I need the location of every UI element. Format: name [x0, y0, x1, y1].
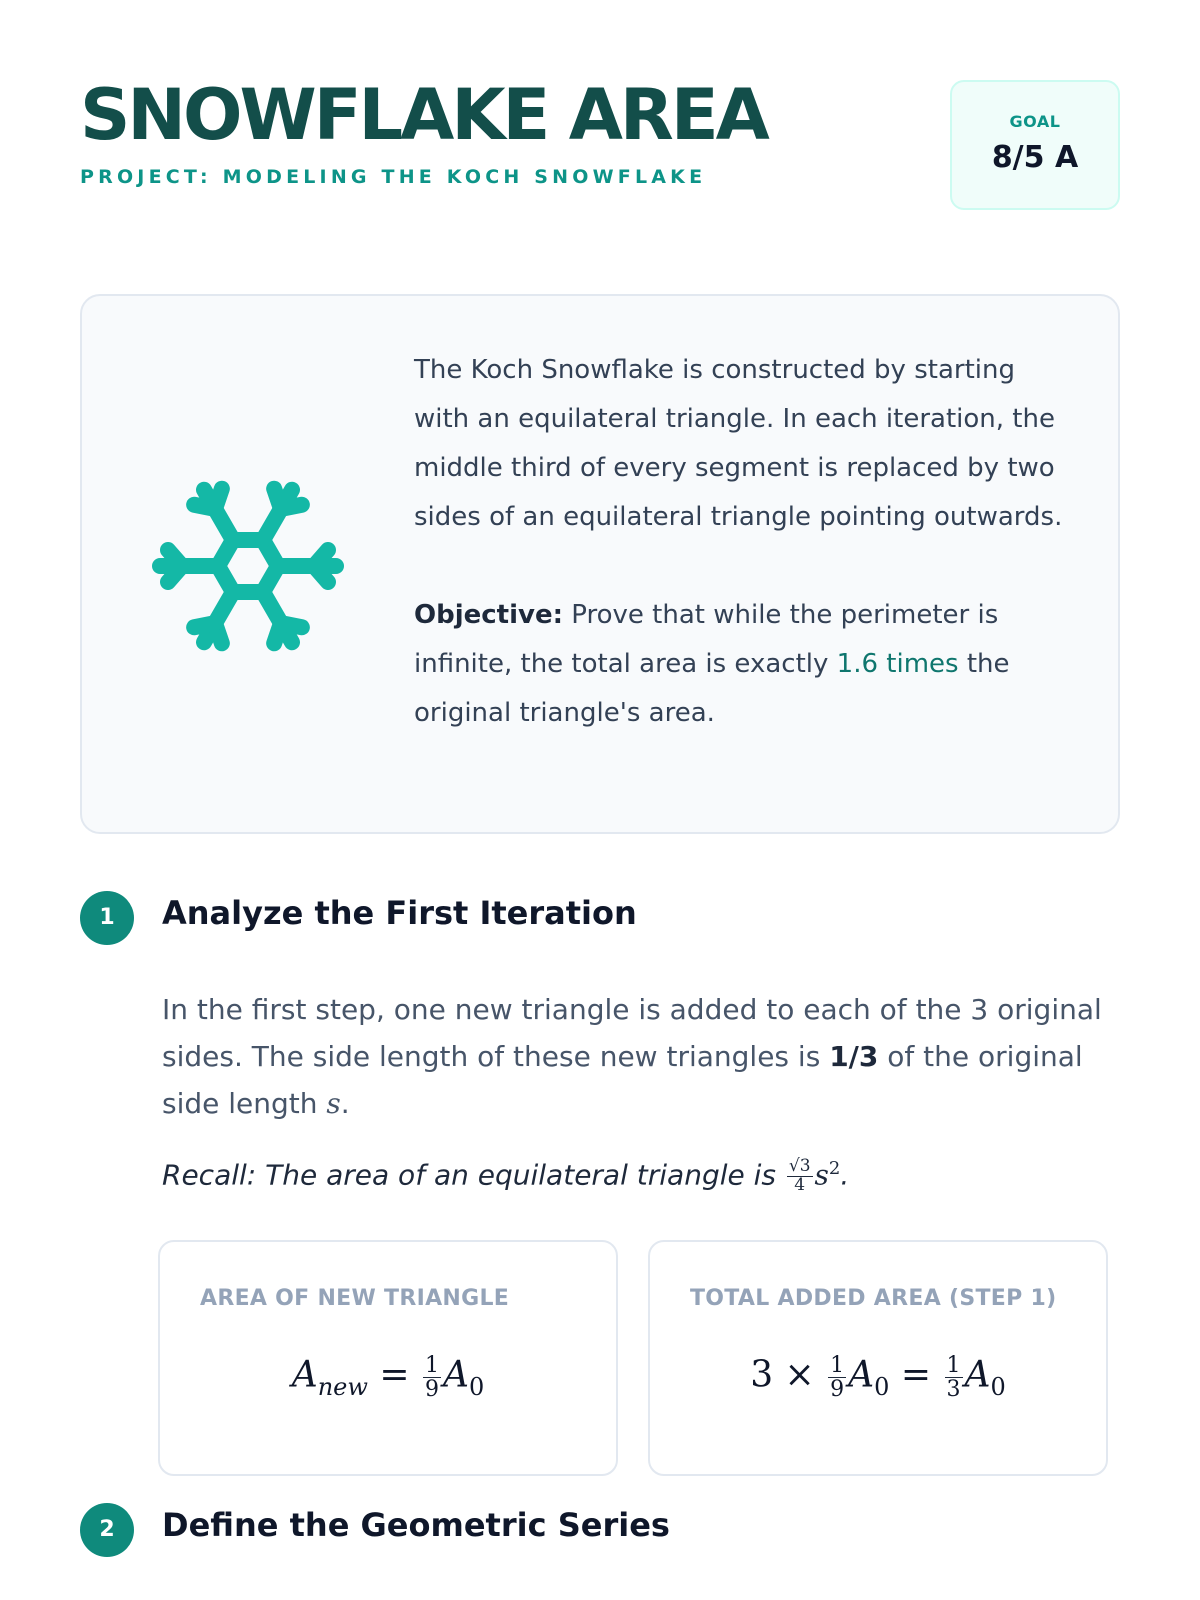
side-length-variable: s: [326, 1087, 341, 1120]
formula-card-label: TOTAL ADDED AREA (STEP 1): [690, 1286, 1057, 1311]
formula-total-added: [650, 1354, 1106, 1401]
header: [80, 74, 1120, 212]
fraction-denominator: 9: [425, 1377, 439, 1403]
formula-fraction: [945, 1354, 963, 1401]
objective-text-post: the original triangle's area.: [414, 649, 1010, 728]
step-2-badge: 2: [80, 1503, 134, 1557]
recall-fraction-denominator: 4: [794, 1174, 806, 1195]
formula-lead: 3 ×: [750, 1354, 815, 1396]
objective-label: Objective:: [414, 600, 563, 630]
page-title: SNOWFLAKE AREA: [80, 74, 767, 156]
objective-highlight: 1.6 times: [836, 649, 959, 679]
goal-label: GOAL: [1009, 112, 1061, 131]
page-subtitle: PROJECT: MODELING THE KOCH SNOWFLAKE: [80, 166, 707, 188]
formula-var: A: [443, 1354, 469, 1396]
recall-fraction: [787, 1158, 813, 1195]
step-1-text-bold: 1/3: [829, 1040, 879, 1073]
goal-value: 8/5 A: [991, 140, 1079, 175]
formula-card-total-added: [648, 1240, 1108, 1476]
fraction-denominator: 3: [946, 1377, 961, 1403]
recall-fraction-numerator: √3: [788, 1156, 811, 1176]
formula-sub: 0: [990, 1372, 1006, 1401]
step-1-text-part: In the first step, one new triangle is added to each of the 3 original sides. The side length of these new triangles is: [162, 993, 1102, 1073]
formula-sub: new: [317, 1372, 368, 1401]
fraction-numerator: 1: [425, 1353, 439, 1378]
step-1-badge: 1: [80, 891, 134, 945]
formula-sub: 0: [469, 1372, 485, 1401]
formula-var: A: [291, 1354, 318, 1396]
fraction-numerator: 1: [946, 1353, 961, 1378]
formula-var: A: [964, 1354, 991, 1396]
formula-fraction: [423, 1354, 441, 1401]
recall-end: .: [840, 1158, 850, 1192]
intro-paragraph: The Koch Snowflake is constructed by starting with an equilateral triangle. In each iteration, the middle third of every segment is replaced by two sides of an equilateral triangle pointing outwards.: [414, 355, 1063, 532]
goal-badge: [950, 80, 1120, 210]
intro-card: [80, 294, 1120, 834]
snowflake-icon: [148, 476, 348, 656]
recall-note: [162, 1158, 849, 1195]
recall-variable: s: [814, 1158, 829, 1192]
step-1-title: Analyze the First Iteration: [162, 894, 637, 932]
recall-exponent: 2: [828, 1158, 841, 1180]
formula-eq: =: [900, 1354, 932, 1396]
formula-card-new-triangle: [158, 1240, 618, 1476]
formula-sub: 0: [874, 1372, 890, 1401]
formula-eq: =: [379, 1354, 410, 1396]
step-2-title: Define the Geometric Series: [162, 1506, 670, 1544]
fraction-denominator: 9: [830, 1377, 845, 1403]
formula-new-triangle: [160, 1354, 616, 1401]
objective-paragraph: [414, 591, 1064, 738]
objective-text-pre: Prove that while the perimeter is infinite, the total area is exactly: [414, 600, 999, 679]
step-1-text-part: of the original side length: [162, 1040, 1083, 1120]
formula-fraction: [828, 1354, 846, 1401]
step-1-text: [162, 986, 1122, 1127]
formula-card-label: AREA OF NEW TRIANGLE: [200, 1286, 510, 1311]
intro-text: [414, 346, 1064, 738]
step-1-text-end: .: [340, 1087, 350, 1120]
recall-text: Recall: The area of an equilateral triangle is: [162, 1158, 785, 1192]
fraction-numerator: 1: [830, 1353, 845, 1378]
formula-var: A: [848, 1354, 875, 1396]
